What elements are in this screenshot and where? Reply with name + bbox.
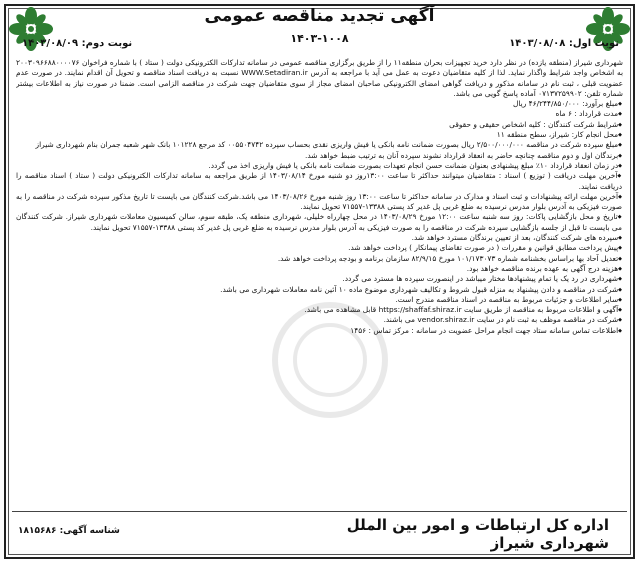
issuer-organization: اداره کل ارتباطات و امور بین الملل شهرداری شیراز (346, 516, 609, 552)
condition-item: ◆ سپرده های شرکت کنندگان، بعد از تعیین برندگان مسترد خواهد شد. (16, 233, 623, 243)
ad-identifier: شناسه آگهی: ۱۸۱۵۶۸۶ (18, 526, 120, 536)
condition-item: ◆ هزینه درج آگهی به عهده برنده مناقصه خواهد بود. (16, 264, 623, 274)
condition-item: ◆ محل انجام کار: شیراز، سطح منطقه ۱۱ (16, 130, 623, 140)
footer-divider (12, 511, 627, 512)
condition-item: ◆ مدت قرارداد : ۶ ماه (16, 109, 623, 119)
condition-item: ◆ مبلغ برآورد: ۴۶/۲۴۴/۸۵۰/۰۰۰ ریال (16, 99, 623, 109)
conditions-list (16, 99, 623, 336)
notice-title: آگهی تجدید مناقصه عمومی (204, 6, 435, 26)
condition-item: ◆ تاریخ و محل بازگشایی پاکات: روز سه شنبه ساعت ۱۲:۰۰ مورخ ۱۴۰۳/۰۸/۲۹ در محل چهارراه خلیلی، شهرداری منطقه یک، طبقه سوم، سالن کمیسیون معاملات شهرداری شیراز. شرکت کنندگان می بایست تا قبل از جلسه بازگشایی سپرده شرکت در مناقصه را به صورت فیزیکی به آدرس بلوار مدرس نرسیده به ضلع غربی پل غدیر کد پستی ۱۳۳۸۸-۷۱۵۵۷ تحویل نمایند. (16, 212, 623, 233)
intro-paragraph: شهرداری شیراز (منطقه یازده) در نظر دارد خرید تجهیزات بحران منطقه۱۱ را از طریق برگزاری مناقصه عمومی در سامانه تدارکات الکترونیکی دولت ( ستاد ) با شماره فراخوان ۲۰۰۳۰۹۶۶۸۸۰۰۰۰۷۶ به اشخاص واجد شرایط واگذار نماید. لذا از کلیه متقاضیان دعوت به عمل می آید با مراجعه به آدرس WWW.Setadiran.ir نسبت به دریافت اسناد مناقصه و تحویل آن اقدام نمایند. در صورت عدم عضویت قبلی ، ثبت نام در سامانه مذکور و دریافت گواهی امضای الکترونیکی صاحبان امضای مجاز از سوی متقاضیان جهت شرکت در مناقصه الزامی است. ضمنا در صورت نیاز به اطلاعات بیشتر شماره تلفن: ۰۷۱۳۷۲۵۹۹۰۲ آماده پاسخ گویی می باشد. (16, 58, 623, 98)
notice-number: ۱۴۰۳-۱۰۰۸ (290, 32, 349, 45)
condition-item: ◆ اطلاعات تماس سامانه ستاد جهت انجام مراحل عضویت در سامانه : مرکز تماس : ۱۴۵۶ (16, 326, 623, 336)
condition-item: ◆ برندگان اول و دوم مناقصه چنانچه حاضر به انعقاد قرارداد نشوند سپرده آنان به ترتیب ضبط خواهد شد. (16, 151, 623, 161)
first-round-date: نوبت اول: ۱۴۰۳/۰۸/۰۸ (509, 38, 619, 49)
condition-item: ◆ در زمان انعقاد قرارداد ۱۰٪ مبلغ پیشنهادی بعنوان ضمانت حسن انجام تعهدات بصورت ضمانت نامه بانکی یا فیش واریزی اخذ می گردد. (16, 161, 623, 171)
condition-item: ◆ مبلغ سپرده شرکت در مناقصه ۲/۵۰۰/۰۰۰/۰۰۰ ریال بصورت ضمانت نامه بانکی یا فیش واریزی نقدی بحساب سپرده ۰۰۵۵۰۴۷۴۲ کد مرجع ۱۰۱۲۲۸ بانک شهر شعبه جمران بنام شهرداری شیراز (16, 140, 623, 150)
condition-item: ◆ شهرداری در رد یک یا تمام پیشنهادها مختار میباشد در اینصورت سپرده ها مسترد می گردد. (16, 274, 623, 284)
condition-item: ◆ شرکت در مناقصه موظف به ثبت نام در سایت vendor.shiraz.ir می باشند. (16, 315, 623, 325)
condition-item: ◆ آگهی و اطلاعات مربوط به مناقصه از طریق سایت https://shaffaf.shiraz.ir قابل مشاهده می باشد. (16, 305, 623, 315)
condition-item: ◆ پیش پرداخت مطابق قوانین و مقررات ( در صورت تقاضای پیمانکار ) پرداخت خواهد شد. (16, 243, 623, 253)
condition-item: ◆ سایر اطلاعات و جزئیات مربوط به مناقصه در اسناد مناقصه مندرج است. (16, 295, 623, 305)
condition-item: ◆ آخرین مهلت ارائه پیشنهادات و ثبت اسناد و مدارک در سامانه حداکثر تا ساعت ۱۳:۰۰ روز شنبه مورخ ۱۴۰۳/۰۸/۲۶ می باشد.شرکت کنندگان می بایست تا تاریخ مذکور سپرده شرکت در مناقصه را به صورت فیزیکی به آدرس بلوار مدرس نرسیده به ضلع غربی پل غدیر کد پستی ۱۳۳۸۸-۷۱۵۵۷ تحویل نمایند. (16, 192, 623, 213)
condition-item: ◆ تعدیل آحاد بها براساس بخشنامه شماره ۱۰۱/۱۷۳۰۷۳ مورخ ۸۲/۹/۱۵ سازمان برنامه و بودجه پرداخت خواهد شد. (16, 254, 623, 264)
notice-body (16, 58, 623, 506)
condition-item: ◆ شرایط شرکت کنندگان : کلیه اشخاص حقیقی و حقوقی (16, 120, 623, 130)
second-round-date: نوبت دوم: ۱۴۰۳/۰۸/۰۹ (22, 38, 133, 49)
condition-item: ◆ شرکت در مناقصه و دادن پیشنهاد به منزله قبول شروط و تکالیف شهرداری موضوع ماده ۱۰ آئین نامه معاملات شهرداری می باشد. (16, 285, 623, 295)
condition-item: ◆ آخرین مهلت دریافت ( توزیع ) اسناد : متقاضیان میتوانند حداکثر تا ساعت ۱۳:۰۰روز دو شنبه مورخ ۱۴۰۳/۰۸/۱۴ از طریق مراجعه به سامانه تدارکات الکترونیکی دولت ( ستاد ) اسناد مناقصه را دریافت نمایند. (16, 171, 623, 192)
